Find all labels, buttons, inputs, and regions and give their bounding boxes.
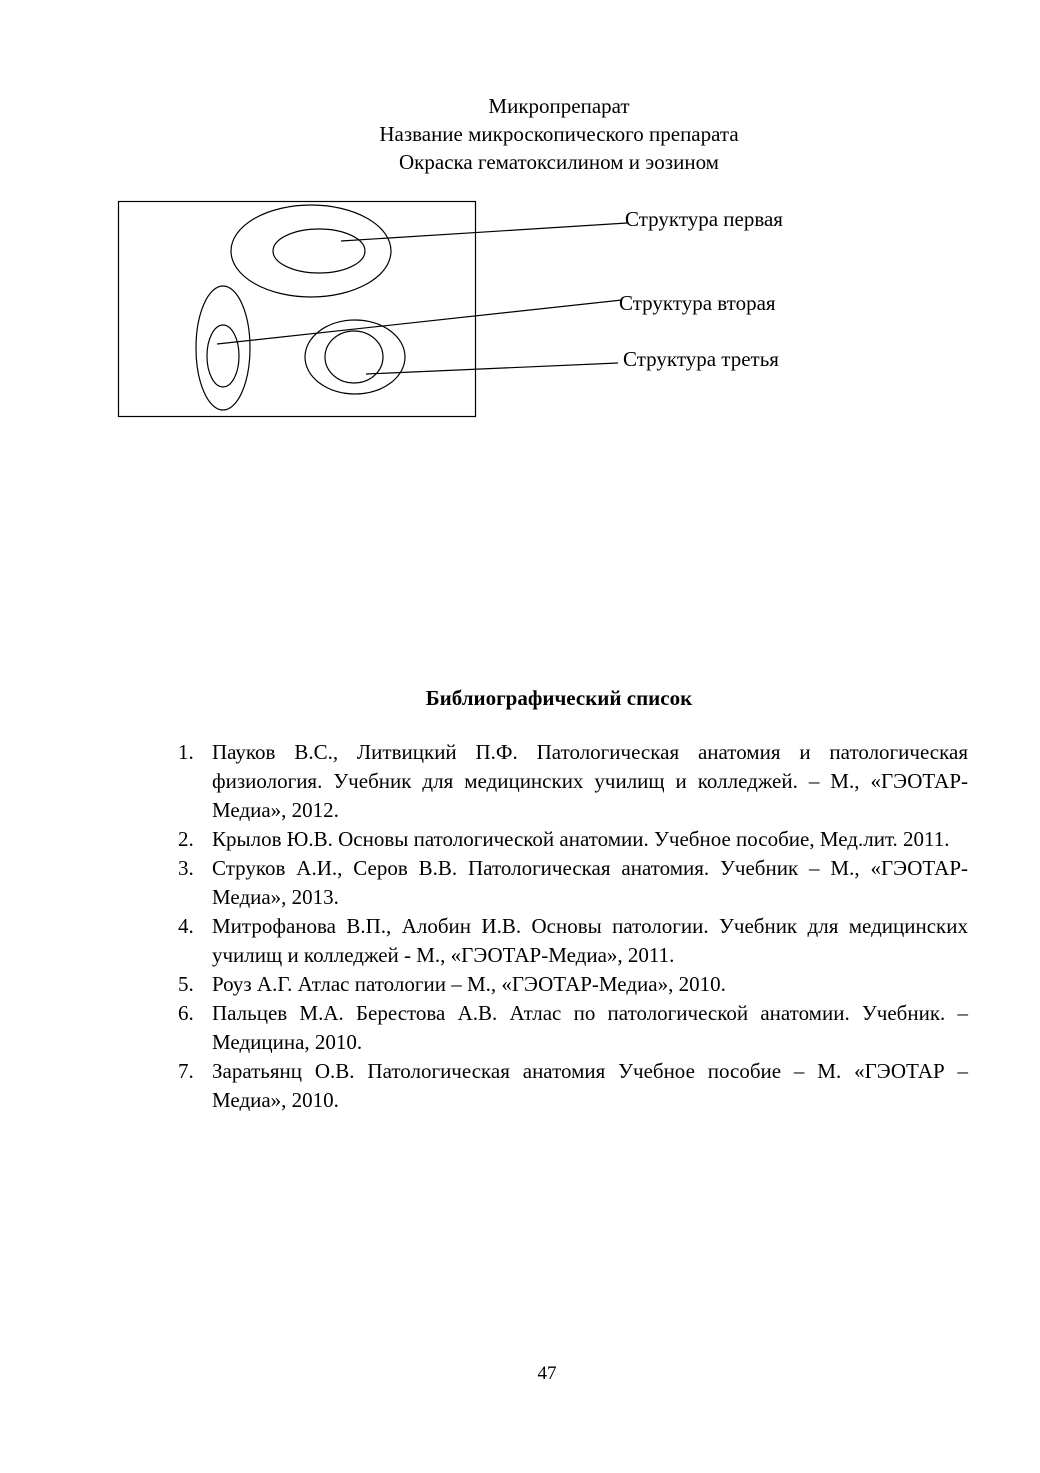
bibliography-item-number: 2. — [178, 827, 194, 851]
structure-three-inner-ellipse — [325, 331, 383, 383]
bibliography-item-text: Заратьянц О.В. Патологическая анатомия Учебное пособие – М. «ГЭОТАР –Медиа», 2010. — [212, 1059, 968, 1112]
bibliography-item-number: 5. — [178, 972, 194, 996]
structure-two-outer-ellipse — [196, 286, 250, 410]
structure-three-label: Структура третья — [623, 347, 779, 371]
bibliography-item — [172, 970, 968, 999]
bibliography-item — [172, 999, 968, 1057]
bibliography-item — [172, 854, 968, 912]
bibliography-item-text: Крылов Ю.В. Основы патологической анатомии. Учебное пособие, Мед.лит. 2011. — [212, 827, 950, 851]
structure-one-label: Структура первая — [625, 207, 783, 231]
bibliography-item-text: Роуз А.Г. Атлас патологии – М., «ГЭОТАР-Медиа», 2010. — [212, 972, 726, 996]
diagram-frame — [119, 202, 476, 417]
header-staining: Окраска гематоксилином и эозином — [399, 150, 719, 174]
bibliography-item — [172, 912, 968, 970]
structure-two-inner-ellipse — [207, 325, 239, 387]
bibliography-list — [172, 738, 968, 1115]
bibliography-item — [172, 1057, 968, 1115]
structure-two-pointer-line — [217, 300, 622, 344]
bibliography-item-text: Митрофанова В.П., Алобин И.В. Основы патологии. Учебник для медицинских училищ и колледжей - М., «ГЭОТАР-Медиа», 2011. — [212, 914, 968, 967]
header-title: Микропрепарат — [488, 94, 630, 118]
page-number: 47 — [537, 1363, 557, 1384]
header-preparation-name: Название микроскопического препарата — [379, 122, 739, 146]
bibliography-item-number: 3. — [178, 856, 194, 880]
structure-one-outer-ellipse — [231, 205, 391, 297]
micropreparation-diagram — [0, 0, 1040, 460]
bibliography-item-text: Пауков В.С., Литвицкий П.Ф. Патологическая анатомия и патологическая физиология. Учебник для медицинских училищ и колледжей. – М., «ГЭОТАР-Медиа», 2012. — [212, 740, 968, 822]
bibliography-item-text: Струков А.И., Серов В.В. Патологическая анатомия. Учебник – М., «ГЭОТАР-Медиа», 2013. — [212, 856, 968, 909]
bibliography-item — [172, 825, 968, 854]
bibliography-item — [172, 738, 968, 825]
bibliography-title: Библиографический список — [425, 686, 693, 710]
bibliography-item-number: 6. — [178, 1001, 194, 1025]
structure-one-inner-ellipse — [273, 229, 365, 273]
bibliography-item-text: Пальцев М.А. Берестова А.В. Атлас по патологической анатомии. Учебник. – Медицина, 2010. — [212, 1001, 968, 1054]
structure-two-label: Структура вторая — [619, 291, 776, 315]
bibliography-item-number: 1. — [178, 740, 194, 764]
bibliography-item-number: 7. — [178, 1059, 194, 1083]
bibliography-item-number: 4. — [178, 914, 194, 938]
